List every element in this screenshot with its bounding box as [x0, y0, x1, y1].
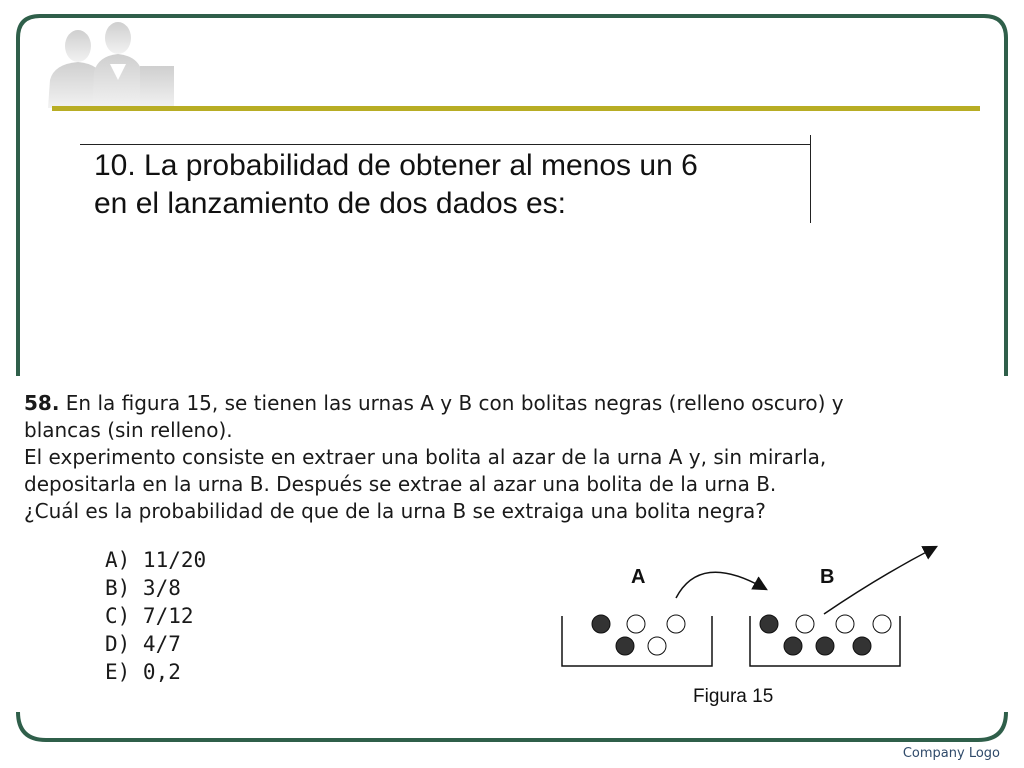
question-10-line2: en el lanzamiento de dos dados es: [94, 187, 566, 220]
urn-b-black-ball [760, 615, 778, 633]
title-divider [52, 106, 980, 111]
urn-a-white-ball [667, 615, 685, 633]
box-top-border [80, 144, 811, 145]
urn-a-label: A [631, 566, 646, 588]
answer-option-d: D) 4/7 [105, 632, 181, 656]
answer-option-e: E) 0,2 [105, 660, 181, 684]
answer-option-c: C) 7/12 [105, 604, 194, 628]
question-58-line1: En la figura 15, se tienen las urnas A y B con bolitas negras (relleno oscuro) y [59, 391, 844, 415]
box-right-border [810, 135, 811, 223]
question-58-number: 58. [24, 391, 60, 415]
business-people-silhouette-icon [40, 20, 180, 110]
question-10-box [80, 135, 812, 223]
question-10-text [94, 147, 698, 223]
urn-a-black-ball [616, 637, 634, 655]
answer-option-a: A) 11/20 [105, 548, 207, 572]
question-10-line1: 10. La probabilidad de obtener al menos un 6 [94, 149, 698, 182]
urn-b-white-ball [836, 615, 854, 633]
urn-b-white-ball [873, 615, 891, 633]
urn-b-black-ball [816, 637, 834, 655]
extraction-arrow [824, 548, 934, 614]
urn-b-black-ball [853, 637, 871, 655]
urn-b-black-ball [784, 637, 802, 655]
company-logo-text: Company Logo [902, 746, 1000, 761]
urn-a-white-ball [648, 637, 666, 655]
question-58-line2: blancas (sin relleno). [24, 418, 233, 442]
urn-a-white-ball [627, 615, 645, 633]
answer-option-b: B) 3/8 [105, 576, 181, 600]
question-58-line5: ¿Cuál es la probabilidad de que de la urna B se extraiga una bolita negra? [24, 499, 766, 523]
urn-b-label: B [820, 566, 835, 588]
transfer-arrow [676, 572, 764, 598]
urns-diagram [0, 376, 1024, 712]
urn-a-black-ball [592, 615, 610, 633]
figure-15 [0, 376, 1024, 712]
urn-b-white-ball [796, 615, 814, 633]
figure-caption: Figura 15 [693, 686, 774, 707]
question-58-line3: El experimento consiste en extraer una bolita al azar de la urna A y, sin mirarla, [24, 445, 827, 469]
question-58-scan [0, 376, 1024, 712]
question-58-line4: depositarla en la urna B. Después se extrae al azar una bolita de la urna B. [24, 472, 777, 496]
